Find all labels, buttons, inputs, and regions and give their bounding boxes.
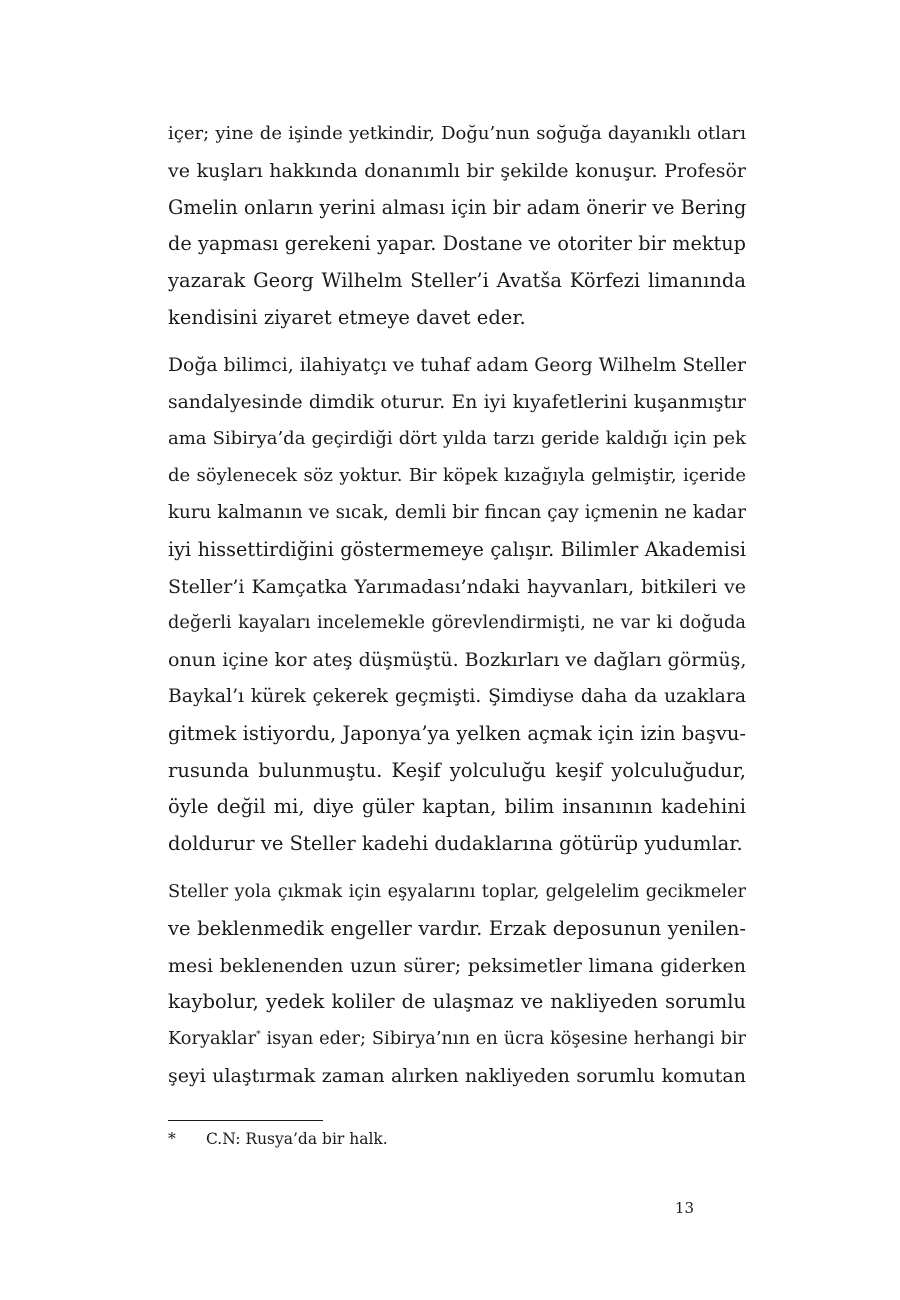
text-line: ve beklenmedik engeller vardır. Erzak deposunun yenilen- xyxy=(168,916,746,940)
text-line: sandalyesinde dimdik oturur. En iyi kıyafetlerini kuşanmıştır xyxy=(168,391,746,413)
paragraph-3 xyxy=(168,874,746,1095)
text-line: iyi hissettirdiğini göstermemeye çalışır. Bilimler Akademisi xyxy=(168,537,746,561)
text-line: gitmek istiyordu, Japonya’ya yelken açmak için izin başvu- xyxy=(168,721,746,745)
footnote-separator xyxy=(168,1120,323,1121)
text-line: rusunda bulunmuştu. Keşif yolculuğu keşif yolculuğudur, xyxy=(168,758,746,782)
text-line: ve kuşları hakkında donanımlı bir şekilde konuşur. Profesör xyxy=(168,159,746,182)
footnote-marker: * xyxy=(168,1130,176,1148)
text-line: ama Sibirya’da geçirdiği dört yılda tarzı geride kaldığı için pek xyxy=(168,428,746,450)
text-line: Steller yola çıkmak için eşyalarını toplar, gelgelelim gecikmeler xyxy=(168,881,746,902)
footnote xyxy=(168,1128,746,1150)
text-line: kuru kalmanın ve sıcak, demli bir fincan çay içmenin ne kadar xyxy=(168,501,746,523)
text-line: mesi beklenenden uzun sürer; peksimetler limana giderken xyxy=(168,954,746,977)
text-line: Steller’i Kamçatka Yarımadası’ndaki hayvanları, bitkileri ve xyxy=(168,575,746,598)
text-line: öyle değil mi, diye güler kaptan, bilim insanının kadehini xyxy=(168,795,746,819)
text-line: Doğa bilimci, ilahiyatçı ve tuhaf adam Georg Wilhelm Steller xyxy=(168,354,746,376)
page-number: 13 xyxy=(674,1199,694,1217)
text-line: de söylenecek söz yoktur. Bir köpek kızağıyla gelmiştir, içeride xyxy=(168,465,746,487)
text-line: kaybolur, yedek koliler de ulaşmaz ve nakliyeden sorumlu xyxy=(168,990,746,1014)
text-line: de yapması gerekeni yapar. Dostane ve otoriter bir mektup xyxy=(168,232,746,256)
text-line-with-footnote xyxy=(168,1021,746,1058)
text-line: içer; yine de işinde yetkindir, Doğu’nun soğuğa dayanıklı otları xyxy=(168,123,746,144)
page-body xyxy=(168,116,746,1106)
text-line: şeyi ulaştırmak zaman alırken nakliyeden sorumlu komutan xyxy=(168,1064,746,1087)
text-line: onun içine kor ateş düşmüştü. Bozkırları ve dağları görmüş, xyxy=(168,649,747,672)
text-line: doldurur ve Steller kadehi dudaklarına götürüp yudumlar. xyxy=(168,832,743,856)
text-line: Baykal’ı kürek çekerek geçmişti. Şimdiyse daha da uzaklara xyxy=(168,685,746,707)
footnoted-word: Koryaklar xyxy=(168,1029,257,1050)
footnote-reference: * xyxy=(256,1030,261,1041)
text-line: yazarak Georg Wilhelm Steller’i Avatša Körfezi limanında xyxy=(168,269,746,293)
paragraph-1 xyxy=(168,116,746,337)
text-line: değerli kayaları incelemekle görevlendirmişti, ne var ki doğuda xyxy=(168,613,746,634)
paragraph-2 xyxy=(168,348,746,863)
text-line-rest: isyan eder; Sibirya’nın en ücra köşesine herhangi bir xyxy=(260,1029,746,1050)
text-line: kendisini ziyaret etmeye davet eder. xyxy=(168,305,526,329)
text-line: Gmelin onların yerini alması için bir adam önerir ve Bering xyxy=(168,195,747,219)
footnote-text: C.N: Rusya’da bir halk. xyxy=(206,1130,388,1148)
